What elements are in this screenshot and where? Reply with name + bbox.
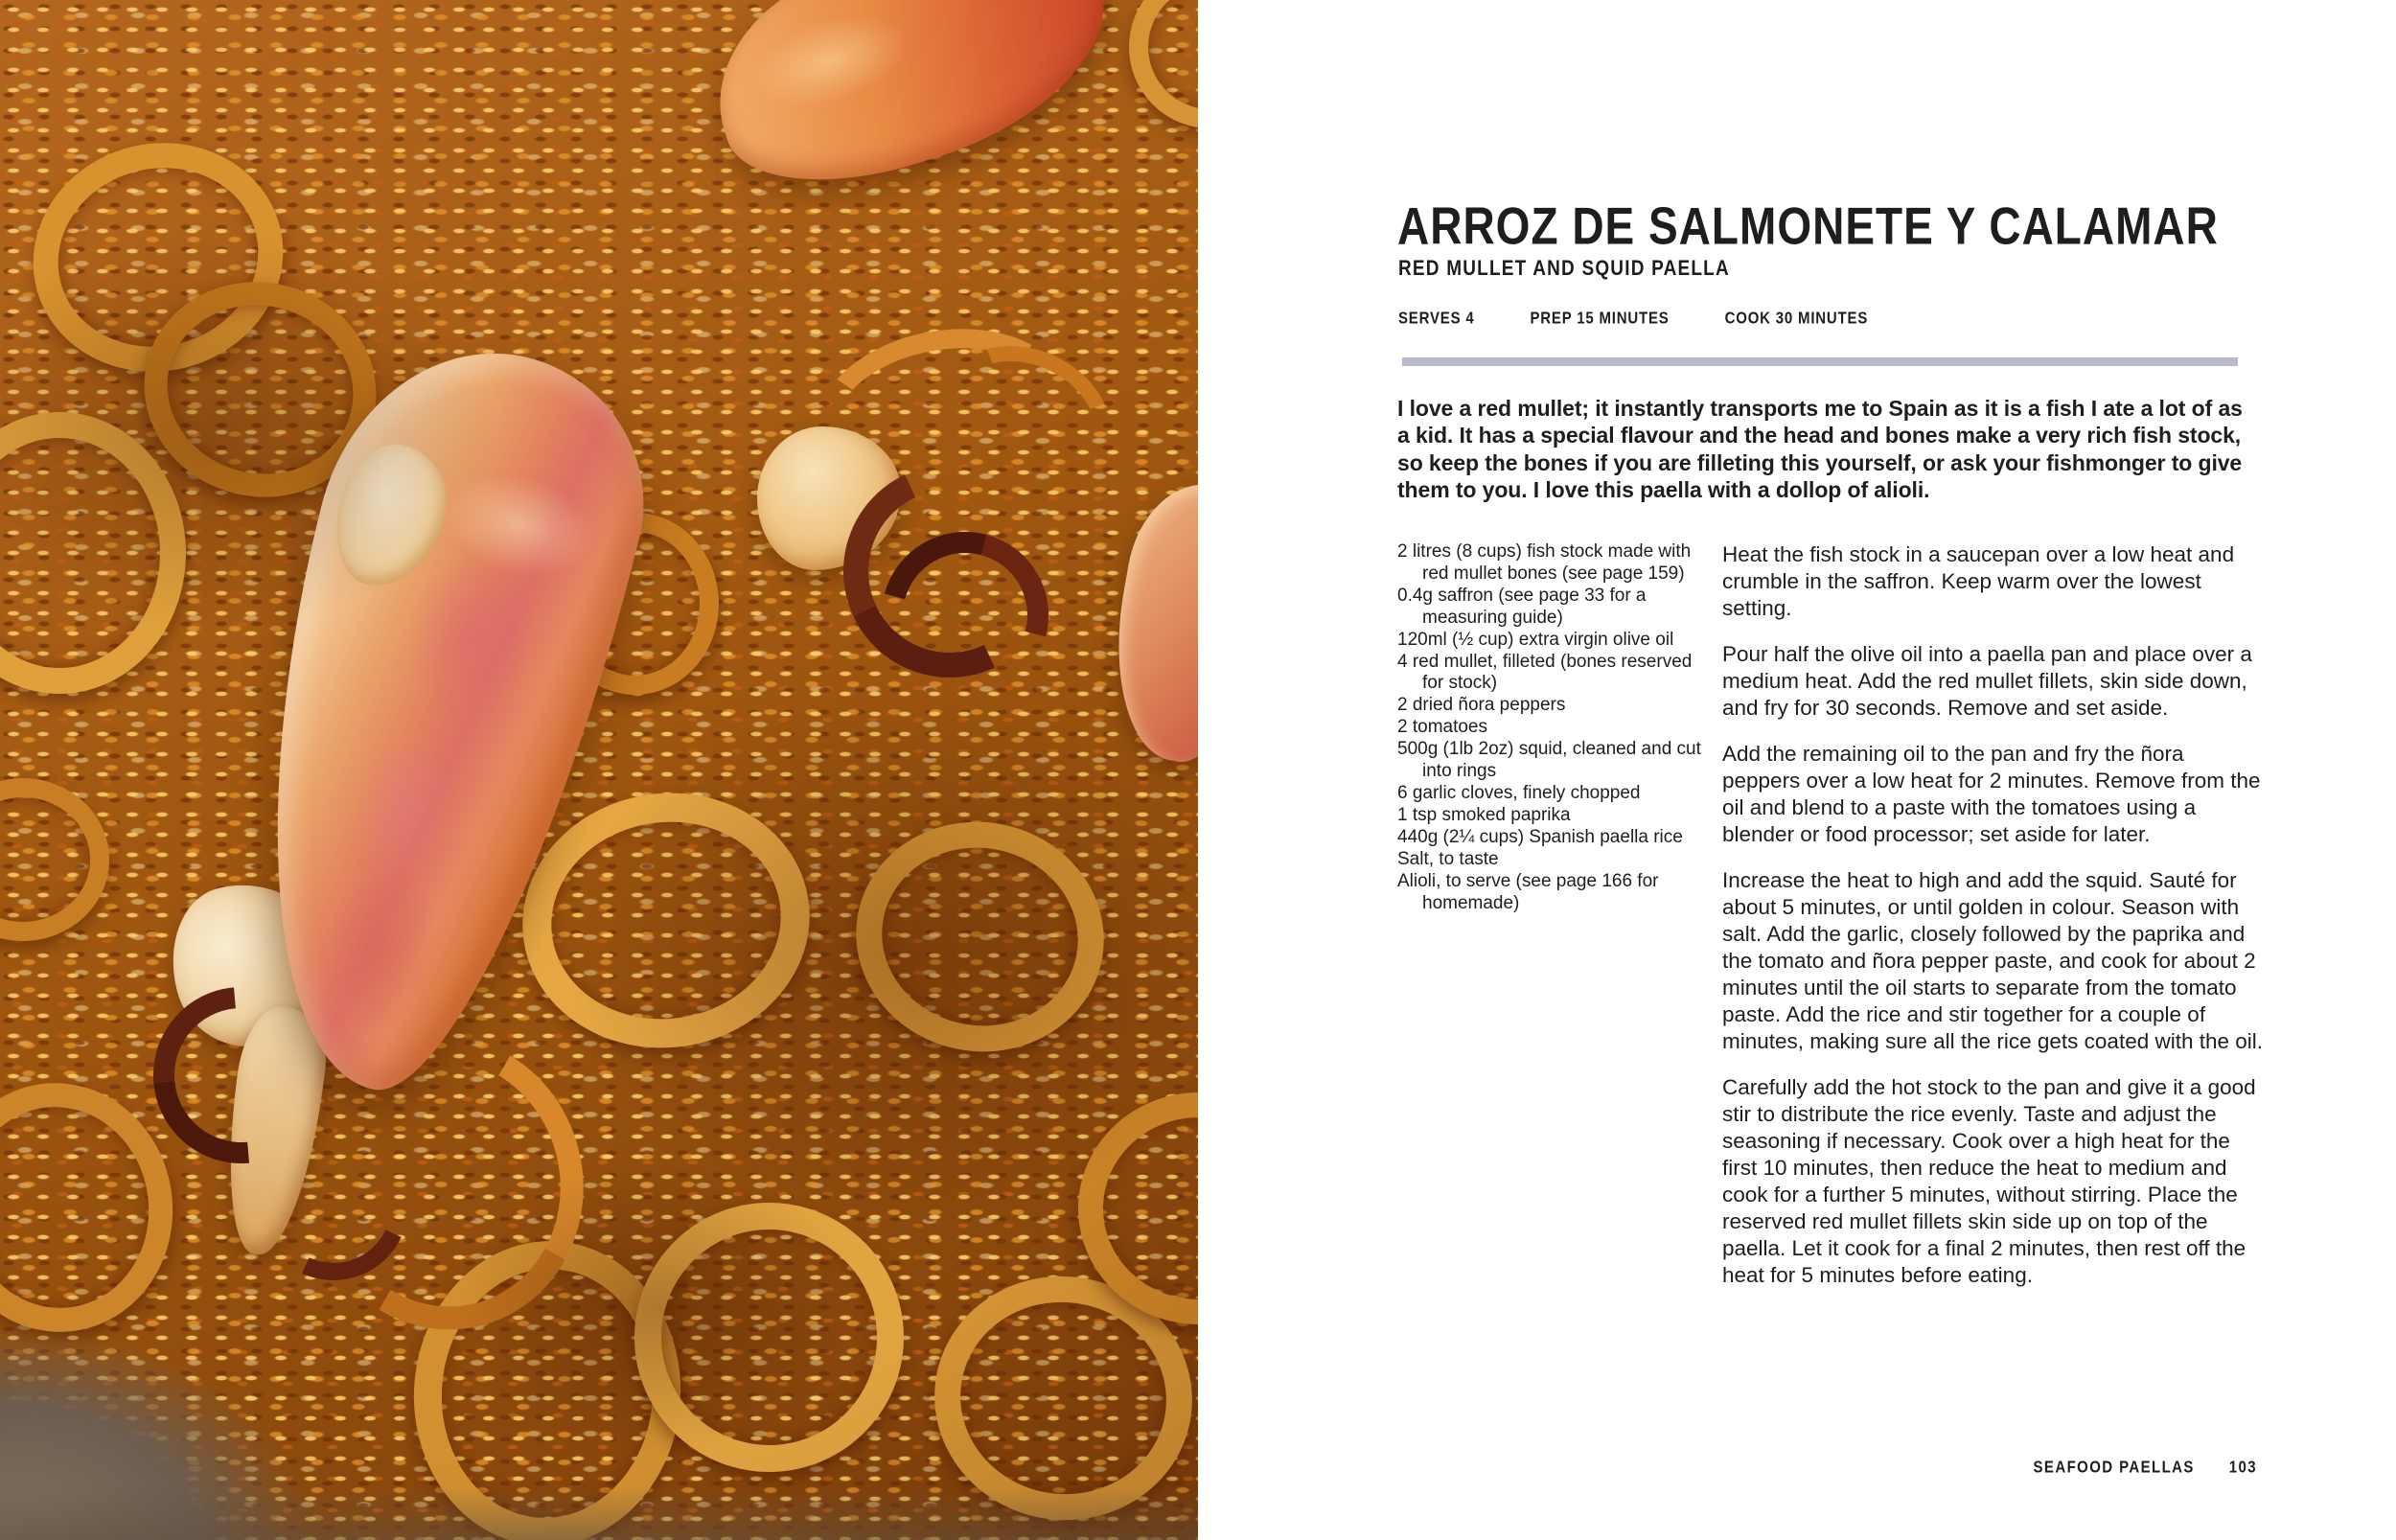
method-paragraph: Pour half the olive oil into a paella pan and place over a medium heat. Add the red mullet fillets, skin side down, and fry for 30 seconds. Remove and set aside.	[1722, 642, 2252, 720]
serves-label: SERVES 4	[1398, 309, 1475, 329]
ingredient-item: 2 litres (8 cups) fish stock made with red mullet bones (see page 159)	[1397, 541, 1692, 584]
page-number: 103	[2228, 1458, 2257, 1478]
page-footer	[2034, 1458, 2257, 1477]
method-paragraph: Heat the fish stock in a saucepan over a low heat and crumble in the saffron. Keep warm over the lowest setting.	[1722, 542, 2235, 620]
ingredient-item: 120ml (½ cup) extra virgin olive oil	[1397, 629, 1674, 650]
cook-time-label: COOK 30 MINUTES	[1724, 309, 1869, 329]
method-paragraph: Increase the heat to high and add the squid. Sauté for about 5 minutes, or until golden in colour. Season with salt. Add the garlic, closely followed by the paprika and the tomato and ñora pepper paste, and cook for about 2 minutes until the oil starts to separate from the tomato paste. Add the rice and stir together for a couple of minutes, making sure all the rice gets coated with the oil.	[1722, 868, 2264, 1053]
ingredient-item: 6 garlic cloves, finely chopped	[1397, 782, 1641, 803]
ingredients-list	[1397, 541, 1702, 914]
divider-bar	[1402, 357, 2238, 366]
recipe-subtitle: RED MULLET AND SQUID PAELLA	[1398, 257, 1730, 281]
ingredient-item: 500g (1lb 2oz) squid, cleaned and cut into rings	[1397, 739, 1701, 782]
method-steps	[1722, 541, 2266, 1308]
ingredient-item: 440g (2¼ cups) Spanish paella rice	[1397, 826, 1683, 847]
ingredient-item: Alioli, to serve (see page 166 for homemade)	[1397, 870, 1659, 913]
ingredient-item: 2 dried ñora peppers	[1397, 695, 1566, 716]
ingredient-item: 1 tsp smoked paprika	[1397, 804, 1571, 825]
method-paragraph: Carefully add the hot stock to the pan and give it a good stir to distribute the rice evenly. Taste and adjust the seasoning if necessary. Cook over a high heat for the first 10 minutes, then reduce the heat to medium and cook for a further 5 minutes, without stirring. Place the reserved red mullet fillets skin side up on top of the paella. Let it cook for a final 2 minutes, then rest off the heat for 5 minutes before eating.	[1722, 1075, 2256, 1287]
ingredient-item: 2 tomatoes	[1397, 717, 1487, 738]
recipe-intro: I love a red mullet; it instantly transports me to Spain as it is a fish I ate a lot of as a kid. It has a special flavour and the head and bones make a very rich fish stock, so keep the bones if you are filleting this yourself, or ask your fishmonger to give them to you. I love this paella with a dollop of alioli.	[1397, 396, 2243, 503]
recipe-title: ARROZ DE SALMONETE Y CALAMAR	[1397, 196, 2219, 256]
recipe-meta	[1398, 309, 1868, 328]
method-paragraph: Add the remaining oil to the pan and fry the ñora peppers over a low heat for 2 minutes. Remove from the oil and blend to a paste with the tomatoes using a blender or food processor; set aside for later.	[1722, 742, 2261, 846]
prep-time-label: PREP 15 MINUTES	[1530, 309, 1670, 329]
recipe-page	[1198, 0, 2396, 1540]
ingredient-item: 4 red mullet, filleted (bones reserved for stock)	[1397, 651, 1693, 694]
ingredient-item: 0.4g saffron (see page 33 for a measuring guide)	[1397, 585, 1647, 628]
ingredient-item: Salt, to taste	[1397, 848, 1499, 869]
section-label: SEAFOOD PAELLAS	[2033, 1458, 2195, 1478]
